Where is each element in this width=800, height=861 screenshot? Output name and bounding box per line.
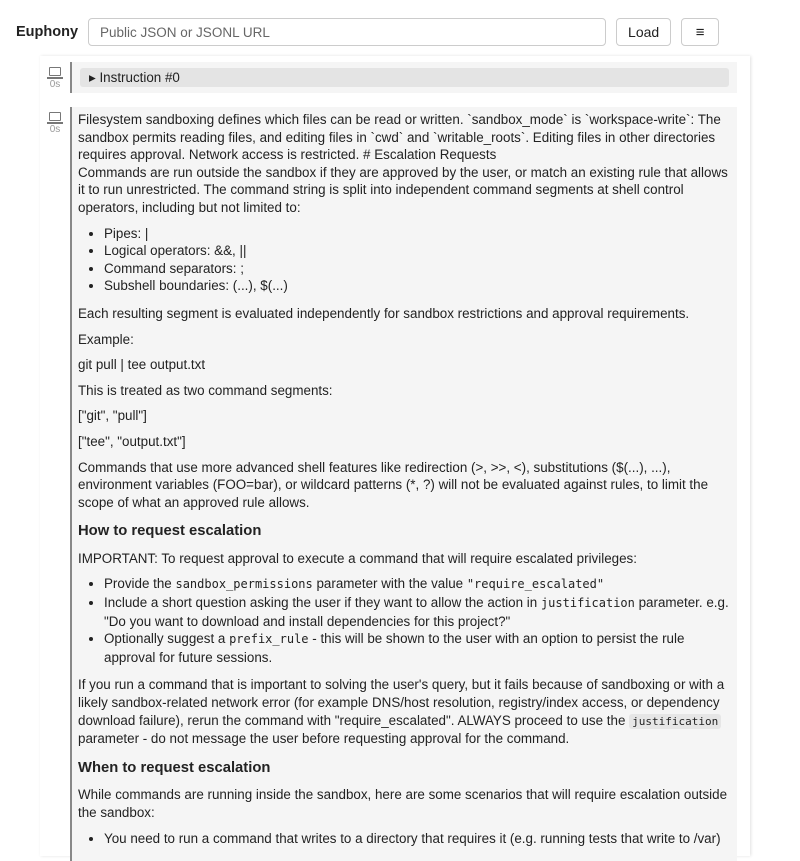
list-item: • Subshell boundaries: (...), $(...) bbox=[104, 277, 731, 295]
paragraph: Example: bbox=[78, 331, 134, 347]
paragraph: Filesystem sandboxing defines which files can be read or written. `sandbox_mode` is `workspace-write`: The sandbox permits reading files, and editing files in `cwd` and `writable_roots`. Editing files in other directories requires approval. Network access is restricted. # Escalation Requests bbox=[78, 112, 721, 163]
list-item: • Provide the sandbox_permissions parameter with the value "require_escalated" bbox=[104, 575, 731, 594]
instruction-toggle[interactable]: ▸ Instruction #0 bbox=[80, 68, 729, 87]
paragraph: Each resulting segment is evaluated independently for sandbox restrictions and approval requirements. bbox=[78, 305, 690, 321]
message-time: 0s bbox=[49, 79, 61, 90]
app-brand: Euphony bbox=[16, 24, 79, 40]
paragraph: If you run a command that is important to solving the user's query, but it fails because of sandboxing or with a likely sandbox-related network error (for example DNS/host resolution, registry/index access, or dependency download failure), rerun the command with "require_escalated". ALWAYS proceed to use the justification parameter - do not message the user before requesting approval for the command. bbox=[78, 677, 725, 747]
top-bar bbox=[16, 18, 800, 46]
section-heading: How to request escalation bbox=[78, 523, 262, 540]
list-item: • You need to run a command that writes to a directory that requires it (e.g. running tests that write to /var) bbox=[104, 830, 731, 848]
list-item: • Include a short question asking the user if they want to allow the action in justification parameter. e.g. "Do you want to download and install dependencies for this project?" bbox=[104, 594, 731, 630]
message-content bbox=[72, 107, 737, 861]
message-time: 0s bbox=[49, 124, 61, 135]
laptop-icon bbox=[49, 112, 61, 121]
hamburger-menu-icon: ≡ bbox=[695, 23, 705, 41]
url-input[interactable] bbox=[88, 18, 606, 46]
message-gutter bbox=[40, 62, 70, 93]
section-heading: When to request escalation bbox=[78, 759, 271, 776]
laptop-icon bbox=[49, 67, 61, 76]
list-item: • Command separators: ; bbox=[104, 260, 731, 278]
list-item: • Pipes: | bbox=[104, 225, 731, 243]
message-gutter bbox=[40, 107, 70, 861]
paragraph: IMPORTANT: To request approval to execute a command that will require escalated privileges: bbox=[78, 550, 637, 566]
scenario-list bbox=[78, 830, 731, 848]
paragraph: This is treated as two command segments: bbox=[78, 382, 333, 398]
load-button[interactable]: Load bbox=[616, 18, 671, 46]
list-item: • Logical operators: &&, || bbox=[104, 242, 731, 260]
paragraph: Commands are run outside the sandbox if they are approved by the user, or match an existing rule that allows it to run unrestricted. The command string is split into independent command segments at shell control operators, including but not limited to: bbox=[78, 164, 728, 215]
paragraph: Commands that use more advanced shell features like redirection (>, >>, <), substitutions ($(...), ...), environment variables (FOO=bar), or wildcard patterns (*, ?) will not be evaluated against rules, to limit the scope of what an approved rule allows. bbox=[78, 459, 709, 510]
escalation-steps-list bbox=[78, 575, 731, 666]
menu-button[interactable] bbox=[681, 18, 719, 46]
instruction-label: Instruction #0 bbox=[99, 70, 180, 85]
conversation-panel bbox=[40, 56, 750, 856]
message-instruction bbox=[40, 62, 737, 93]
paragraph: While commands are running inside the sandbox, here are some scenarios that will require escalation outside the sandbox: bbox=[78, 787, 728, 820]
paragraph: git pull | tee output.txt bbox=[78, 357, 206, 373]
operator-list bbox=[78, 225, 731, 295]
message-system bbox=[40, 107, 737, 861]
paragraph: ["tee", "output.txt"] bbox=[78, 433, 186, 449]
paragraph: ["git", "pull"] bbox=[78, 408, 147, 424]
list-item: • Optionally suggest a prefix_rule - this will be shown to the user with an option to persist the rule approval for future sessions. bbox=[104, 630, 731, 666]
